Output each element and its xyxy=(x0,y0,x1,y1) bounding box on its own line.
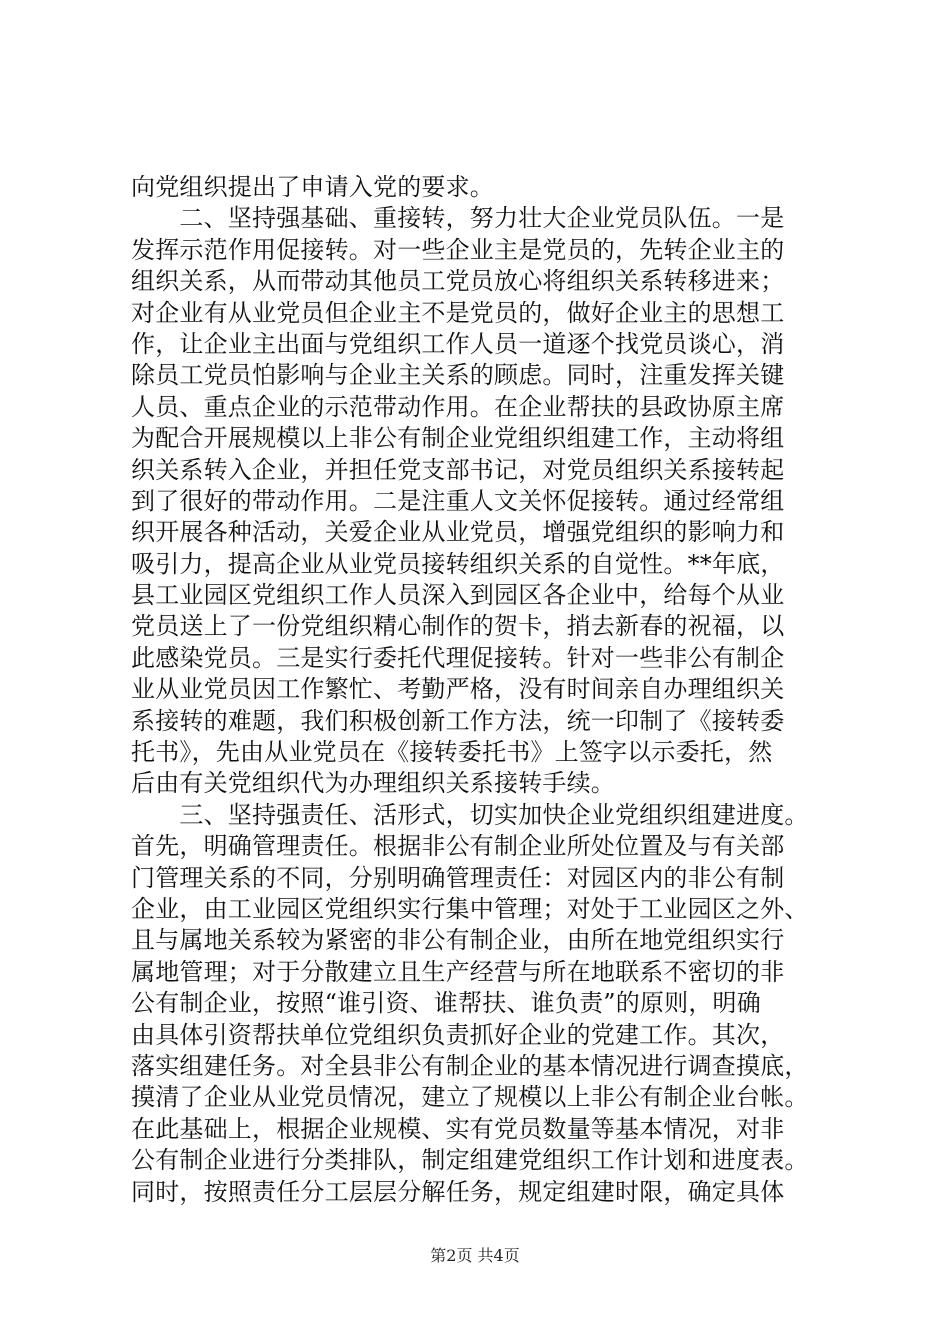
text-line: 人员、重点企业的示范带动作用。在企业帮扶的县政协原主席 xyxy=(131,392,785,421)
text-line: 同时，按照责任分工层层分解任务，规定组建时限，确定具体 xyxy=(131,1177,785,1206)
text-line: 县工业园区党组织工作人员深入到园区各企业中，给每个从业 xyxy=(131,581,785,610)
text-line: 托书》，先由从业党员在《接转委托书》上签字以示委托，然 xyxy=(131,738,773,767)
text-line: 三、坚持强责任、活形式，切实加快企业党组织组建进度。 xyxy=(131,800,809,829)
text-line: 吸引力，提高企业从业党员接转组织关系的自觉性。**年底， xyxy=(131,549,785,578)
text-line: 门管理关系的不同，分别明确管理责任：对园区内的非公有制 xyxy=(131,863,785,892)
body-text xyxy=(131,172,851,1208)
text-line: 除员工党员怕影响与企业主关系的顾虑。同时，注重发挥关键 xyxy=(131,361,785,390)
text-line: 到了很好的带动作用。二是注重人文关怀促接转。通过经常组 xyxy=(131,486,785,515)
text-line: 首先，明确管理责任。根据非公有制企业所处位置及与有关部 xyxy=(131,832,785,861)
text-line: 二、坚持强基础、重接转，努力壮大企业党员队伍。一是 xyxy=(131,204,785,233)
text-line: 企业，由工业园区党组织实行集中管理；对处于工业园区之外、 xyxy=(131,894,809,923)
text-line: 且与属地关系较为紧密的非公有制企业，由所在地党组织实行 xyxy=(131,926,785,955)
text-line: 作，让企业主出面与党组织工作人员一道逐个找党员谈心，消 xyxy=(131,329,785,358)
text-line: 组织关系，从而带动其他员工党员放心将组织关系转移进来； xyxy=(131,267,785,296)
text-line: 公有制企业，按照“谁引资、谁帮扶、谁负责”的原则，明确 xyxy=(131,989,761,1018)
text-line: 对企业有从业党员但企业主不是党员的，做好企业主的思想工 xyxy=(131,298,785,327)
text-line: 属地管理；对于分散建立且生产经营与所在地联系不密切的非 xyxy=(131,957,785,986)
text-line: 织关系转入企业，并担任党支部书记，对党员组织关系接转起 xyxy=(131,455,785,484)
text-line: 后由有关党组织代为办理组织关系接转手续。 xyxy=(131,769,615,798)
text-line: 业从业党员因工作繁忙、考勤严格，没有时间亲自办理组织关 xyxy=(131,675,785,704)
text-line: 向党组织提出了申请入党的要求。 xyxy=(131,173,494,201)
text-line: 党员送上了一份党组织精心制作的贺卡，捎去新春的祝福，以 xyxy=(131,612,785,641)
text-line: 在此基础上，根据企业规模、实有党员数量等基本情况，对非 xyxy=(131,1114,785,1143)
page-footer: 第2页 共4页 xyxy=(430,1246,520,1265)
text-line: 摸清了企业从业党员情况，建立了规模以上非公有制企业台帐。 xyxy=(131,1083,809,1112)
text-line: 为配合开展规模以上非公有制企业党组织组建工作，主动将组 xyxy=(131,424,785,453)
text-line: 此感染党员。三是实行委托代理促接转。针对一些非公有制企 xyxy=(131,643,785,672)
text-line: 系接转的难题，我们积极创新工作方法，统一印制了《接转委 xyxy=(131,706,785,735)
text-line: 发挥示范作用促接转。对一些企业主是党员的，先转企业主的 xyxy=(131,235,785,264)
text-line: 落实组建任务。对全县非公有制企业的基本情况进行调查摸底， xyxy=(131,1051,809,1080)
text-line: 织开展各种活动，关爱企业从业党员，增强党组织的影响力和 xyxy=(131,518,785,547)
text-line: 由具体引资帮扶单位党组织负责抓好企业的党建工作。其次， xyxy=(131,1020,785,1049)
text-line: 公有制企业进行分类排队，制定组建党组织工作计划和进度表。 xyxy=(131,1146,809,1175)
